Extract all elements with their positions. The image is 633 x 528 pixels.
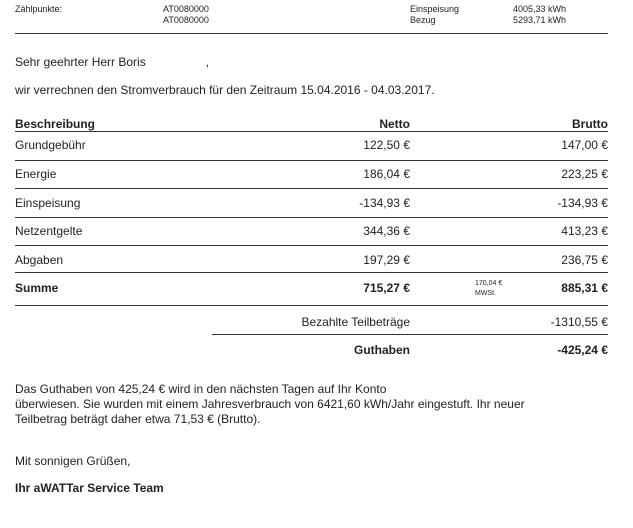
paid-label: Bezahlte Teilbeträge — [301, 315, 410, 329]
sum-label: Summe — [15, 281, 59, 295]
paragraph-line-1: Das Guthaben von 425,24 € wird in den nächsten Tagen auf Ihr Konto — [15, 382, 387, 396]
zaehlpunkte-label: Zählpunkte: — [15, 4, 63, 14]
row-netto-energie: 186,04 € — [363, 167, 410, 181]
row-brutto-grundgebuehr: 147,00 € — [561, 138, 608, 152]
row-label-einspeisung: Einspeisung — [15, 196, 81, 210]
bezug-label: Bezug — [410, 15, 436, 25]
salutation-text: Sehr geehrter Herr Boris — [15, 55, 146, 69]
row-netto-grundgebuehr: 122,50 € — [363, 138, 410, 152]
table-divider — [15, 217, 608, 218]
table-divider — [15, 245, 608, 246]
row-brutto-netzentgelte: 413,23 € — [561, 224, 608, 238]
header-divider — [15, 33, 608, 34]
signature: Ihr aWATTar Service Team — [15, 481, 164, 495]
col-header-brutto: Brutto — [572, 117, 608, 131]
bezug-value: 5293,71 kWh — [512, 15, 566, 25]
sum-netto: 715,27 € — [363, 281, 410, 295]
credit-label: Guthaben — [354, 343, 410, 357]
row-netto-einspeisung: -134,93 € — [359, 196, 410, 210]
paid-value: -1310,55 € — [550, 315, 608, 329]
einspeisung-label: Einspeisung — [410, 4, 460, 14]
row-brutto-energie: 223,25 € — [561, 167, 608, 181]
zaehlpunkt-1: AT0080000 — [163, 4, 209, 14]
col-header-netto: Netto — [379, 117, 410, 131]
zaehlpunkt-2: AT0080000 — [163, 15, 209, 25]
salutation-comma: , — [205, 55, 210, 69]
row-label-energie: Energie — [15, 167, 57, 181]
intro-text: wir verrechnen den Stromverbrauch für den Zeitraum 15.04.2016 - 04.03.2017. — [15, 83, 435, 97]
row-brutto-einspeisung: -134,93 € — [557, 196, 608, 210]
sum-mwst-label: MWSt. — [475, 290, 496, 297]
table-divider — [15, 131, 608, 132]
row-brutto-abgaben: 236,75 € — [561, 253, 608, 267]
row-netto-netzentgelte: 344,36 € — [363, 224, 410, 238]
paragraph-line-3: Teilbetrag beträgt daher etwa 71,53 € (Brutto). — [15, 412, 261, 426]
table-divider — [15, 305, 608, 306]
credit-value: -425,24 € — [557, 343, 608, 357]
table-divider — [15, 272, 608, 273]
paragraph-line-2: überwiesen. Sie wurden mit einem Jahresverbrauch von 6421,60 kWh/Jahr eingestuft. Ihr neuer — [15, 397, 525, 411]
salutation — [15, 55, 209, 69]
table-divider — [15, 160, 608, 161]
einspeisung-value: 4005,33 kWh — [512, 4, 566, 14]
sum-mwst-value: 170,04 € — [475, 280, 503, 287]
subtotal-divider — [212, 334, 608, 335]
sum-brutto: 885,31 € — [561, 281, 608, 295]
row-netto-abgaben: 197,29 € — [363, 253, 410, 267]
greeting: Mit sonnigen Grüßen, — [15, 454, 131, 468]
table-divider — [15, 188, 608, 189]
row-label-netzentgelte: Netzentgelte — [15, 224, 83, 238]
row-label-abgaben: Abgaben — [15, 253, 64, 267]
col-header-description: Beschreibung — [15, 117, 96, 131]
row-label-grundgebuehr: Grundgebühr — [15, 138, 86, 152]
